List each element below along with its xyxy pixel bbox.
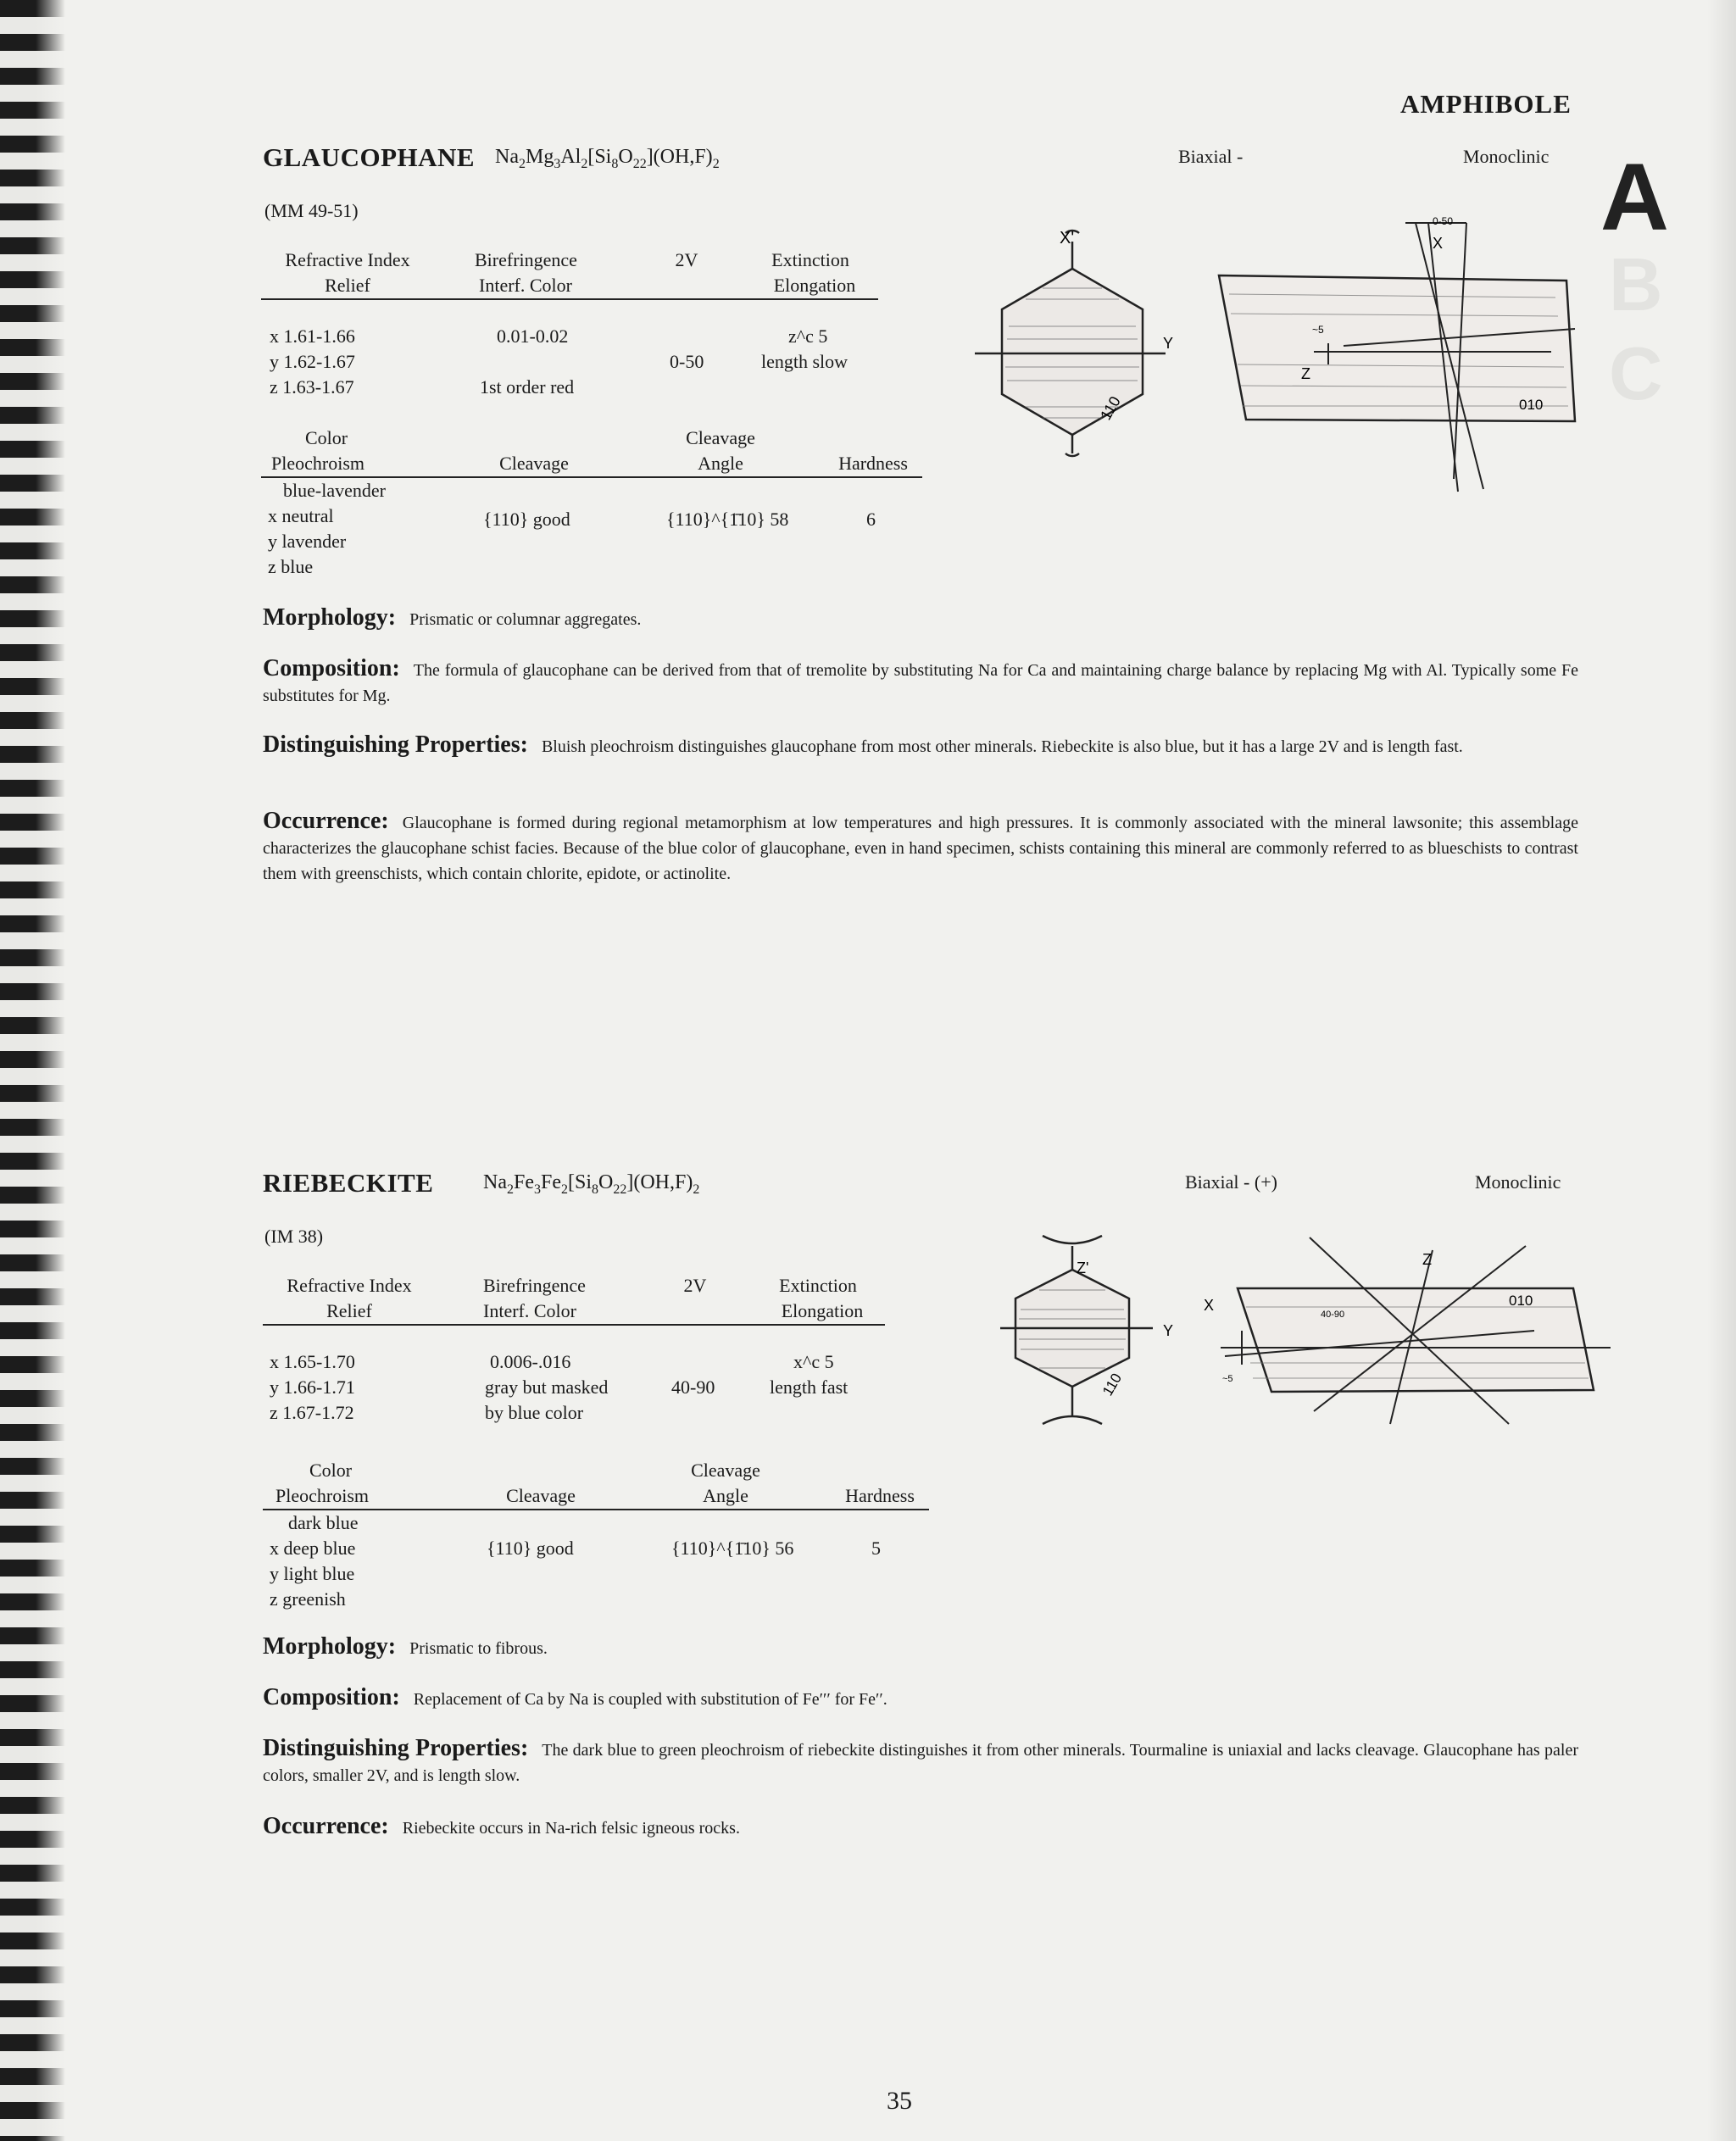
property-paragraph xyxy=(263,809,1578,887)
interference-color: by blue color xyxy=(485,1402,584,1423)
hardness: 5 xyxy=(871,1538,881,1559)
col-header: Color xyxy=(309,1460,353,1481)
refractive-index: z 1.67-1.72 xyxy=(270,1402,354,1423)
col-header: Angle xyxy=(698,453,743,474)
index-tab-ghost: C xyxy=(1609,331,1663,415)
property-label: Composition: xyxy=(263,655,400,681)
header-rule xyxy=(263,1324,885,1326)
property-paragraph xyxy=(263,732,1578,759)
refractive-index: y 1.62-1.67 xyxy=(270,351,355,372)
axis-label: Z' xyxy=(1077,1260,1089,1276)
col-header: Refractive Index xyxy=(285,249,410,270)
face-label: 010 xyxy=(1519,397,1544,413)
property-text: Bluish pleochroism distinguishes glaucophane from most other minerals. Riebeckite is also blue, but it has a large 2V and is length fast. xyxy=(541,737,1463,756)
property-text: Prismatic to fibrous. xyxy=(409,1639,548,1658)
pleochroism: blue-lavender xyxy=(283,480,386,501)
optic-angle: 0-50 xyxy=(670,351,704,372)
face-label: 110 xyxy=(1099,1371,1126,1399)
property-paragraph xyxy=(263,1736,1578,1788)
header-rule xyxy=(263,1509,929,1510)
property-text: Glaucophane is formed during regional metamorphism at low temperatures and high pressures. It is commonly associated with the mineral lawsonite; this assemblage characterizes the glaucophane schist facies. Because of the blue color of glaucophane, even in hand specimen, schists containing this mineral are commonly referred to as blueschists to contrast them with greenschists, which contain chlorite, epidote, or actinolite. xyxy=(263,814,1578,883)
col-header: Cleavage xyxy=(691,1460,760,1481)
cleavage: {110} good xyxy=(487,1538,574,1559)
property-label: Distinguishing Properties: xyxy=(263,1735,529,1761)
col-header: Color xyxy=(304,427,348,448)
col-header: Refractive Index xyxy=(287,1275,412,1296)
col-header: Relief xyxy=(326,1300,372,1321)
face-label: 110 xyxy=(1097,393,1124,423)
elongation: length slow xyxy=(761,351,849,372)
axis-label: Z xyxy=(1301,365,1310,382)
col-header: Elongation xyxy=(773,275,856,296)
pleochroism: z greenish xyxy=(270,1588,346,1610)
angle-label: 40-90 xyxy=(1321,1310,1345,1320)
col-header: Hardness xyxy=(845,1485,915,1506)
extinction: z^c 5 xyxy=(788,325,828,347)
mineral-name: GLAUCOPHANE xyxy=(263,142,476,172)
col-header: Pleochroism xyxy=(271,453,364,474)
spiral-binding xyxy=(0,0,78,2141)
col-header: Pleochroism xyxy=(275,1485,369,1506)
optic-angle: 40-90 xyxy=(671,1376,715,1398)
reference-code: (MM 49-51) xyxy=(264,200,359,221)
col-header: Extinction xyxy=(779,1275,857,1296)
axis-label: Y xyxy=(1163,1322,1174,1339)
col-header: Interf. Color xyxy=(479,275,572,296)
col-header: 2V xyxy=(675,249,698,270)
mineral-formula: $Na_2Mg_3Al_2[Si_8O_{22}](OH,F)_2$ xyxy=(495,146,720,171)
extinction: x^c 5 xyxy=(793,1351,834,1372)
page-number: 35 xyxy=(887,2087,912,2115)
refractive-index: z 1.63-1.67 xyxy=(270,376,354,398)
pleochroism: y light blue xyxy=(270,1563,355,1584)
cleavage: {110} good xyxy=(483,509,570,530)
face-label: 010 xyxy=(1509,1293,1533,1309)
axis-label: Y xyxy=(1163,335,1174,352)
property-paragraph xyxy=(263,1814,1578,1841)
axis-label: X' xyxy=(1060,229,1075,247)
crystal-system: Monoclinic xyxy=(1463,146,1550,167)
crystal-system: Monoclinic xyxy=(1475,1171,1561,1193)
hardness: 6 xyxy=(866,509,876,530)
col-header: Birefringence xyxy=(483,1275,586,1296)
col-header: Extinction xyxy=(771,249,849,270)
property-paragraph xyxy=(263,1685,1578,1712)
property-text: Replacement of Ca by Na is coupled with substitution of Fe′′′ for Fe′′. xyxy=(413,1690,887,1709)
pleochroism: x neutral xyxy=(268,505,334,526)
col-header: Cleavage xyxy=(686,427,755,448)
col-header: Relief xyxy=(325,275,370,296)
property-text: The formula of glaucophane can be derived from that of tremolite by substituting Na for Ca and maintaining charge balance by replacing Mg with Al. Typically some Fe substitutes for Mg. xyxy=(263,661,1578,705)
mineral-formula: $Na_2Fe_3Fe_2[Si_8O_{22}](OH,F)_2$ xyxy=(483,1171,700,1197)
optic-sign: Biaxial - xyxy=(1178,146,1244,167)
refractive-index: x 1.61-1.66 xyxy=(270,325,355,347)
col-header: 2V xyxy=(683,1275,707,1296)
property-label: Occurrence: xyxy=(263,1813,389,1839)
property-label: Occurrence: xyxy=(263,808,389,834)
section-heading: AMPHIBOLE xyxy=(1400,89,1572,119)
property-text: Prismatic or columnar aggregates. xyxy=(409,610,642,629)
pleochroism: y lavender xyxy=(268,531,347,552)
property-text: Riebeckite occurs in Na-rich felsic igneous rocks. xyxy=(402,1819,740,1838)
page-edge-shadow xyxy=(1707,0,1736,2141)
property-label: Distinguishing Properties: xyxy=(263,731,528,758)
property-text: The dark blue to green pleochroism of riebeckite distinguishes it from other minerals. Tourmaline is uniaxial and lacks cleavage. Glaucophane has paler colors, smaller 2V, and is length slow. xyxy=(263,1741,1578,1785)
angle-label: ~5 xyxy=(1312,324,1324,336)
property-paragraph xyxy=(263,1634,1578,1661)
col-header: Birefringence xyxy=(475,249,577,270)
angle-label: ~5 xyxy=(1222,1374,1233,1384)
col-header: Interf. Color xyxy=(483,1300,576,1321)
cleavage-angle: {110}^{1̄10} 58 xyxy=(666,509,789,530)
pleochroism: x deep blue xyxy=(270,1538,356,1559)
col-header: Cleavage xyxy=(499,453,569,474)
header-rule xyxy=(261,298,878,300)
angle-label: 0-50 xyxy=(1433,215,1454,227)
property-label: Morphology: xyxy=(263,604,397,631)
pleochroism: dark blue xyxy=(288,1512,359,1533)
cleavage-angle: {110}^{1̄10} 56 xyxy=(671,1538,794,1559)
refractive-index: y 1.66-1.71 xyxy=(270,1376,355,1398)
pleochroism: z blue xyxy=(268,556,314,577)
rotation-arrow-icon xyxy=(1043,1236,1102,1243)
col-header: Hardness xyxy=(838,453,908,474)
interference-color: gray but masked xyxy=(485,1376,609,1398)
axis-label: Z xyxy=(1422,1251,1432,1268)
property-label: Morphology: xyxy=(263,1633,397,1660)
property-paragraph xyxy=(263,605,1578,632)
mineral-name: RIEBECKITE xyxy=(263,1168,434,1198)
refractive-index: x 1.65-1.70 xyxy=(270,1351,355,1372)
property-label: Composition: xyxy=(263,1684,400,1710)
elongation: length fast xyxy=(770,1376,849,1398)
crystal-diagram xyxy=(958,199,1594,496)
property-paragraph xyxy=(263,656,1578,709)
crystal-diagram xyxy=(983,1212,1611,1449)
birefringence: 0.006-.016 xyxy=(490,1351,571,1372)
birefringence: 0.01-0.02 xyxy=(497,325,569,347)
col-header: Elongation xyxy=(781,1300,864,1321)
col-header: Cleavage xyxy=(506,1485,576,1506)
axis-label: X xyxy=(1433,235,1444,252)
col-header: Angle xyxy=(703,1485,748,1506)
index-tab-ghost: B xyxy=(1609,242,1663,326)
axis-label: X xyxy=(1204,1297,1215,1314)
interference-color: 1st order red xyxy=(480,376,575,398)
optic-sign: Biaxial - (+) xyxy=(1185,1171,1277,1193)
index-tab-letter: A xyxy=(1600,144,1669,250)
reference-code: (IM 38) xyxy=(264,1226,324,1247)
